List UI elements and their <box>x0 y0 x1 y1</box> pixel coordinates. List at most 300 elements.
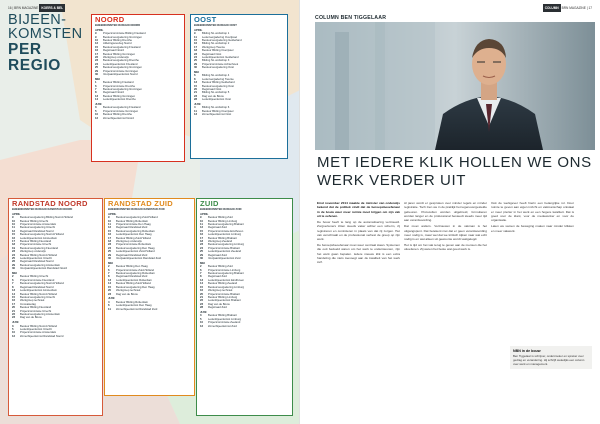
event-name: Bestuur Bilding Groningen <box>103 52 136 56</box>
event-day: 23 <box>108 243 112 247</box>
event-day: 15 <box>12 295 16 299</box>
month-heading: JUNI <box>95 101 102 106</box>
event-name: Bestuursvergadering Groningen <box>103 66 142 70</box>
event-row <box>12 267 99 270</box>
event-day: 26 <box>12 260 16 264</box>
region-box-oost <box>190 14 288 159</box>
event-name: Projectcommissie Den Haag <box>116 223 151 226</box>
event-name: Regioraad Randstad Noord <box>20 260 54 264</box>
event-name: Zomerbijeenkomst Randstad Noord <box>20 334 64 338</box>
event-name: Projectcommissie Brabant <box>208 246 240 250</box>
event-day: 25 <box>200 250 204 254</box>
event-day: 16 <box>95 49 99 53</box>
event-name: Ledenbijeenkomst Friesland <box>103 62 138 66</box>
event-name: Bilding NL workshop 1 <box>202 32 230 36</box>
event-name: Bestuursvergadering Limburg <box>208 285 245 289</box>
event-day: 28 <box>200 306 204 310</box>
event-name: Regioraad Randstad Noord <box>20 285 54 289</box>
event-name: Dag van de Bouw <box>20 316 42 320</box>
event-day: 9 <box>200 216 202 220</box>
event-day: 24 <box>200 246 204 250</box>
bio-text: Ben Tiggelaar is schrijver, onderzoeker en spreker over gedrag en verandering. Hij schrijft wekelijks een column over werk en management. <box>513 354 585 366</box>
region-box-randstad-zuid <box>104 198 195 396</box>
event-name: Regioraad Randstad Zuid <box>116 226 148 230</box>
region-box-zuid <box>196 198 293 416</box>
event-day: 21 <box>200 295 204 299</box>
event-day: 24 <box>108 246 112 250</box>
event-day: 9 <box>95 35 97 39</box>
event-day: 9 <box>194 32 196 36</box>
event-name: Werkgroep techniek <box>116 289 141 293</box>
event-name: Bestuur Bilding Drenthe <box>103 39 133 42</box>
event-name: Bestuursvergadering Gelderland <box>202 39 242 42</box>
region-name: OOST <box>194 15 217 24</box>
event-name: Regioraad Randstad Zuid <box>116 275 148 279</box>
event-day: 7 <box>200 272 202 276</box>
event-day: 12 <box>95 42 99 46</box>
event-name: Regioraad Noord <box>103 49 124 53</box>
region-name: RANDSTAD NOORD <box>12 199 88 208</box>
event-name: Bestuursvergadering Rotterdam <box>116 272 155 276</box>
event-day: 12 <box>12 229 16 233</box>
event-day: 8 <box>95 91 97 95</box>
region-subtitle: BIJEENKOMSTEN IN REGIO OOST <box>194 24 237 27</box>
event-day: 25 <box>95 66 99 70</box>
event-day: 18 <box>200 240 204 244</box>
article-column-2 <box>404 201 487 253</box>
event-day: 3 <box>200 314 202 318</box>
event-day: 11 <box>194 109 197 113</box>
event-day: 30 <box>194 66 198 70</box>
region-name: RANDSTAD ZUID <box>108 199 174 208</box>
event-name: Ledenbijeenkomst Drenthe <box>103 98 136 102</box>
article-paragraph: Al jaren wordt er gesproken over minder regels en minder registratie. Toch zien we in de praktijk het tegenovergestelde gebeuren. Protocollen worden uitgebreid, formulieren worden langer en de professional besteedt steeds meer tijd aan verantwoording. <box>404 201 487 223</box>
event-name: Bestuursvergadering Utrecht <box>20 226 56 230</box>
event-day: 4 <box>194 106 196 110</box>
title-line-3: PER <box>8 41 42 58</box>
month-heading: MEI <box>12 270 17 275</box>
event-name: Ledenbijeenkomst Zuid-Holland <box>116 250 155 254</box>
left-page-header: 16 | BRN MAGAZINE KOERS & BEL <box>8 6 64 10</box>
event-name: Regioraad Randstad Noord <box>20 229 54 233</box>
event-name: Bestuur Bilding Utrecht <box>20 219 49 223</box>
event-name: Bestuursvergadering Utrecht <box>20 295 56 299</box>
event-day: 21 <box>194 91 198 95</box>
event-day: 11 <box>108 223 111 226</box>
event-row <box>194 98 284 101</box>
event-name: Voorjaarsbijeenkomst Noord <box>103 73 138 77</box>
event-name: Dag van de Bouw <box>208 302 230 306</box>
event-name: Projectcommissie Eindhoven <box>208 229 244 233</box>
event-day: 23 <box>95 59 99 63</box>
event-day: 16 <box>12 299 16 303</box>
event-name: Bilding NL workshop 4 <box>202 74 230 78</box>
event-day: 29 <box>95 69 99 73</box>
event-name: Werkgroep Zeeland <box>208 240 233 244</box>
event-name: Ledenbijeenkomst Rotterdam <box>116 278 152 282</box>
event-day: 14 <box>200 282 204 286</box>
event-name: Bestuur Bilding Zuid-Holland <box>116 282 151 286</box>
event-day: 9 <box>12 216 14 220</box>
region-subtitle: BIJEENKOMSTEN IN REGIO RANDSTAD NOORD <box>12 208 73 211</box>
event-day: 17 <box>12 240 16 244</box>
event-name: Bestuur Bilding Zuid <box>208 265 233 269</box>
event-day: 22 <box>200 299 204 303</box>
event-day: 14 <box>12 292 16 296</box>
region-box-randstad-noord <box>8 198 103 416</box>
event-row <box>108 257 191 260</box>
event-name: Projectcommissie Drenthe <box>103 84 136 88</box>
article-column-3 <box>491 201 574 297</box>
month-heading: MEI <box>95 76 100 81</box>
event-day: 20 <box>12 306 16 310</box>
article-paragraph: Het is tijd om het vak terug te geven aan de mensen die het uitoefenen. Zij weten het beste wat goed werk is. <box>404 243 487 252</box>
month-heading: MEI <box>108 260 113 265</box>
event-name: Bestuursvergadering Oost <box>202 66 234 70</box>
title-line-4: REGIO <box>8 57 61 74</box>
event-day: 4 <box>108 300 110 304</box>
event-day: 7 <box>108 272 110 276</box>
event-name: Regioraad Zuid <box>208 275 227 279</box>
event-day: 24 <box>12 253 16 257</box>
event-day: 23 <box>12 316 16 320</box>
month-heading: MEI <box>200 260 205 265</box>
event-name: Bestuur Bilding Friesland <box>103 81 134 85</box>
event-day: 10 <box>200 219 204 223</box>
region-subtitle: BIJEENKOMSTEN IN REGIO ZUID <box>200 208 242 211</box>
event-name: Ledenvergadering Twente <box>202 77 234 81</box>
event-day: 23 <box>194 94 198 98</box>
month-heading: APRIL <box>194 27 203 32</box>
event-name: Bilding NL workshop 2 <box>202 42 230 46</box>
event-name: Ledenbijeenkomst Utrecht <box>20 257 52 261</box>
event-name: Bilding NL workshop 6 <box>202 106 230 110</box>
event-name: Regioraad Zuid <box>208 253 227 257</box>
event-day: 29 <box>108 253 112 257</box>
event-day: 12 <box>12 334 16 338</box>
event-day: 10 <box>95 113 99 117</box>
event-name: Bestuursvergadering Brabant <box>208 272 244 276</box>
columnist-portrait <box>315 22 595 150</box>
event-name: Bestuur Bilding Overijssel <box>202 49 234 53</box>
event-name: Zomerbijeenkomst Noord <box>103 116 134 120</box>
event-name: Bestuur Bilding Flevoland <box>20 306 52 310</box>
event-day: 11 <box>200 223 203 226</box>
event-name: Bestuursvergadering Oost <box>202 84 234 88</box>
event-name: Projectcommissie Groningen <box>103 69 139 73</box>
event-day: 13 <box>194 113 198 117</box>
right-page <box>300 0 600 424</box>
event-day: 11 <box>12 226 15 230</box>
event-day: 8 <box>200 275 202 279</box>
event-day: 24 <box>194 56 198 60</box>
article-headline: MET IEDERE KLIK HOLLEN WE ONS WERK VERDER UIT <box>317 154 592 189</box>
event-name: Innovatiedag <box>20 302 36 306</box>
event-name: Ledenbijeenkomst Limburg <box>208 317 242 321</box>
event-day: 13 <box>12 289 16 293</box>
event-day: 10 <box>108 219 112 223</box>
event-row <box>108 308 191 311</box>
event-day: 3 <box>12 324 14 328</box>
event-name: Bilding NL workshop 3 <box>202 59 230 63</box>
event-name: Werkgroep techniek <box>20 299 45 303</box>
event-day: 10 <box>12 223 16 226</box>
month-heading: APRIL <box>12 211 21 216</box>
event-day: 25 <box>12 257 16 261</box>
event-day: 17 <box>200 236 204 240</box>
page-number: 17 <box>588 6 592 10</box>
event-name: Regioraad Oost <box>202 52 222 56</box>
month-heading: JUNI <box>12 319 19 324</box>
event-day: 15 <box>108 285 112 289</box>
event-day: 16 <box>200 233 204 237</box>
event-name: Bestuursvergadering Noord-Holland <box>20 282 64 286</box>
event-day: 29 <box>194 62 198 66</box>
event-day: 13 <box>108 278 112 282</box>
event-name: Projectcommissie Utrecht <box>20 243 52 247</box>
event-name: Bestuursvergadering Zuid-Holland <box>116 216 158 220</box>
event-name: Bestuur Bilding Limburg <box>208 295 238 299</box>
event-day: 10 <box>12 219 16 223</box>
event-day: 15 <box>194 39 198 42</box>
event-day: 6 <box>194 74 196 78</box>
event-day: 15 <box>12 233 16 237</box>
event-day: 30 <box>95 73 99 77</box>
bio-title: NBN in de bouw <box>513 349 541 353</box>
event-day: 10 <box>200 321 204 325</box>
event-day: 29 <box>200 253 204 257</box>
event-row <box>200 306 289 309</box>
event-name: Zomerbijeenkomst Zuid <box>208 324 237 328</box>
event-name: Bestuursvergadering Groningen <box>103 88 142 92</box>
event-name: Bestuur Bilding Limburg <box>208 219 238 223</box>
event-row <box>200 257 289 260</box>
event-name: Projectcommissie Utrecht <box>20 309 52 313</box>
event-day: 25 <box>194 59 198 63</box>
event-name: Bestuursvergadering Amsterdam <box>20 263 61 267</box>
event-day: 22 <box>12 312 16 316</box>
event-day: 13 <box>95 94 99 98</box>
region-name: ZUID <box>200 199 219 208</box>
event-day: 1 <box>95 81 97 85</box>
region-name: NOORD <box>95 15 125 24</box>
event-day: 13 <box>200 278 204 282</box>
event-name: Ledenbijeenkomst Utrecht <box>20 327 52 331</box>
event-name: Regioraad Zuid <box>208 226 227 230</box>
event-day: 25 <box>108 250 112 254</box>
event-name: Bestuur Bilding Brabant <box>208 236 237 240</box>
event-day: 2 <box>12 275 14 279</box>
event-name: Bestuursvergadering Noord-Holland <box>20 233 64 237</box>
article-lead: Eind november 2014 maakte de minister van onderwijs bekend dat de politiek vindt dat de beroepsbeoefenaar in de bouw weer meer ruimte moet krijgen om zijn vak uit te oefenen. <box>317 201 400 219</box>
article-column-1 <box>317 201 400 266</box>
event-day: 20 <box>194 88 198 92</box>
event-day: 16 <box>200 289 204 293</box>
region-subtitle: BIJEENKOMSTEN IN REGIO RANDSTAD ZUID <box>108 208 165 211</box>
event-name: Dag van de Bouw <box>202 94 224 98</box>
event-day: 10 <box>12 331 16 335</box>
event-name: Bestuursvergadering Den Haag <box>116 246 155 250</box>
event-day: 6 <box>108 268 110 272</box>
month-heading: MEI <box>194 69 199 74</box>
month-heading: JUNI <box>200 309 207 314</box>
event-row <box>95 98 181 101</box>
event-day: 15 <box>194 84 198 88</box>
event-day: 2 <box>200 265 202 269</box>
event-day: 17 <box>95 52 99 56</box>
event-name: Bestuur Bilding Den Haag <box>116 265 148 269</box>
event-name: Bestuursvergadering Groningen <box>103 35 142 39</box>
event-name: Regioraad Randstad Zuid <box>116 253 148 257</box>
event-row <box>194 66 284 69</box>
magazine-name: BRN MAGAZINE <box>14 6 39 10</box>
event-name: Afdelingsoverleg Noord <box>103 42 132 46</box>
event-name: Ledenbijeenkomst Gelderland <box>202 56 239 60</box>
event-day: 20 <box>200 292 204 296</box>
event-name: Regioraad Zuid <box>208 306 227 310</box>
event-name: Werkgroep Twente <box>202 45 225 49</box>
event-name: Bestuur Bilding Rotterdam <box>116 300 149 304</box>
event-day: 17 <box>12 302 16 306</box>
event-name: Projectcommissie Groningen <box>103 109 139 113</box>
event-day: 17 <box>194 45 198 49</box>
event-name: Bestuursvergadering Drenthe <box>103 59 139 63</box>
event-day: 10 <box>95 39 99 42</box>
event-name: Bestuursvergadering Amsterdam <box>20 312 61 316</box>
event-day: 15 <box>200 229 204 233</box>
event-row <box>200 325 289 328</box>
page-number: 16 <box>8 6 12 10</box>
article-paragraph: Dat moet anders. Vertrouwen in de vakman is het uitgangspunt. Dat betekent niet dat er geen verantwoording meer nodig is, maar wel dat we kritisch kijken naar wat echt nodig is en wat alleen uit gewoonte wordt vastgelegd. <box>404 224 487 242</box>
event-name: Ledenbijeenkomst Brabant <box>208 299 241 303</box>
event-day: 7 <box>12 282 14 286</box>
right-page-header: COLUMN BRN MAGAZINE | 17 <box>544 6 592 10</box>
event-day: 11 <box>108 307 111 311</box>
page-title <box>8 13 92 73</box>
month-heading: APRIL <box>95 27 104 32</box>
event-name: Projectcommissie Flevoland <box>20 278 55 282</box>
region-subtitle: BIJEENKOMSTEN IN REGIO NOORD <box>95 24 141 27</box>
event-day: 30 <box>108 257 112 261</box>
event-name: Werkgroep techniek <box>208 289 233 293</box>
event-name: Ledenbijeenkomst Zeeland <box>208 250 242 254</box>
event-name: Ledenbijeenkomst Eindhoven <box>208 278 245 282</box>
event-name: Bestuursvergadering Bilding Noord-Holland <box>20 216 73 220</box>
event-name: Projectcommissie Achterhoek <box>202 62 239 66</box>
event-name: Bestuur Bilding Groningen <box>103 94 136 98</box>
event-day: 3 <box>95 106 97 110</box>
event-name: Werkgroep onderwijs <box>20 250 46 254</box>
event-name: Projectcommissie Limburg <box>208 268 241 272</box>
event-day: 7 <box>95 88 97 92</box>
event-name: Bestuur Bilding Overijssel <box>202 109 234 113</box>
event-day: 23 <box>12 250 16 254</box>
event-name: Bestuur Bilding Zeeland <box>208 282 238 286</box>
title-line-1: BIJEEN- <box>8 12 67 28</box>
event-name: Zomerbijeenkomst Oost <box>202 113 232 117</box>
event-day: 16 <box>108 233 112 237</box>
title-line-2: KOMSTEN <box>8 26 83 42</box>
event-day: 23 <box>200 243 204 247</box>
event-name: Voorjaarsbijeenkomst Randstad Noord <box>20 267 68 271</box>
event-name: Ledenbijeenkomst Den Haag <box>116 304 152 308</box>
event-name: Ledenbijeenkomst Limburg <box>208 233 242 237</box>
event-name: Bestuursvergadering Flevoland <box>20 246 59 250</box>
event-day: 18 <box>194 49 198 53</box>
event-day: 18 <box>12 243 16 247</box>
event-name: Bestuur Bilding Brabant <box>208 314 237 318</box>
event-day: 12 <box>200 226 204 230</box>
section-tag: COLUMN <box>544 6 559 10</box>
event-day: 8 <box>108 275 110 279</box>
event-name: Bestuursvergadering Friesland <box>103 45 141 49</box>
event-day: 6 <box>200 268 202 272</box>
event-name: Werkgroep onderwijs <box>103 56 129 60</box>
event-name: Ledenbijeenkomst Amsterdam <box>20 289 57 293</box>
event-row <box>95 117 181 120</box>
event-name: Voorjaarsbijeenkomst Randstad Zuid <box>116 257 161 261</box>
event-name: Ledenbijeenkomst Amsterdam <box>20 236 57 240</box>
event-day: 5 <box>200 317 202 321</box>
section-tag: KOERS & BEL <box>41 6 64 10</box>
event-name: Ledenvergadering Overijssel <box>202 35 238 39</box>
month-heading: JUNI <box>194 101 201 106</box>
article-paragraph: De beroepsbeoefenaar moet weer centraal staan. Systemen die ooit bedoeld waren om het werk te ondersteunen, zijn het werk gaan bepalen. Iedere nieuwe klik is een extra handeling die niets toevoegt aan de kwaliteit van het werk zelf. <box>317 243 400 265</box>
event-name: Bestuur Bilding Noord-Holland <box>20 292 57 296</box>
event-row <box>12 335 99 338</box>
event-name: Bestuur Bilding Drenthe <box>103 113 133 117</box>
event-name: Bestuursvergadering Limburg <box>208 243 245 247</box>
event-name: Bestuur Bilding Noord-Holland <box>20 324 57 328</box>
event-day: 6 <box>108 304 110 308</box>
event-day: 30 <box>12 267 16 271</box>
event-name: Bestuur Bilding Noord-Holland <box>20 253 57 257</box>
event-name: Projectcommissie Amsterdam <box>20 223 57 226</box>
event-day: 13 <box>194 81 198 85</box>
event-day: 28 <box>194 98 198 102</box>
event-name: Bestuursvergadering Friesland <box>103 106 141 110</box>
event-day: 16 <box>194 42 198 46</box>
event-name: Regioraad Noord <box>103 91 124 95</box>
event-name: Dag van de Bouw <box>116 292 138 296</box>
event-day: 29 <box>12 263 16 267</box>
event-day: 5 <box>95 109 97 113</box>
event-name: Bestuur Bilding Utrecht <box>20 275 49 279</box>
event-day: 6 <box>12 278 14 282</box>
event-name: Projectcommissie Brabant <box>208 292 240 296</box>
event-name: Voorjaarsbijeenkomst Zuid <box>208 257 241 261</box>
event-row <box>12 316 99 319</box>
event-day: 21 <box>12 309 16 313</box>
event-name: Ledenbijeenkomst Oost <box>202 98 231 102</box>
event-name: Bestuursvergadering Rotterdam <box>116 229 155 233</box>
event-day: 2 <box>108 265 110 269</box>
event-name: Projectcommissie Rotterdam <box>116 243 152 247</box>
event-day: 18 <box>108 240 112 244</box>
event-day: 19 <box>12 246 16 250</box>
column-heading: COLUMN BEN TIGGELAAR <box>315 15 387 21</box>
event-row <box>108 293 191 296</box>
event-day: 6 <box>95 84 97 88</box>
event-day: 23 <box>200 302 204 306</box>
event-name: Projectcommissie Zeeland <box>208 321 241 325</box>
magazine-name: BRN MAGAZINE <box>561 6 586 10</box>
event-day: 15 <box>200 285 204 289</box>
event-day: 11 <box>194 35 197 39</box>
event-day: 15 <box>108 229 112 233</box>
author-bio-box <box>510 346 592 369</box>
event-day: 20 <box>108 289 112 293</box>
